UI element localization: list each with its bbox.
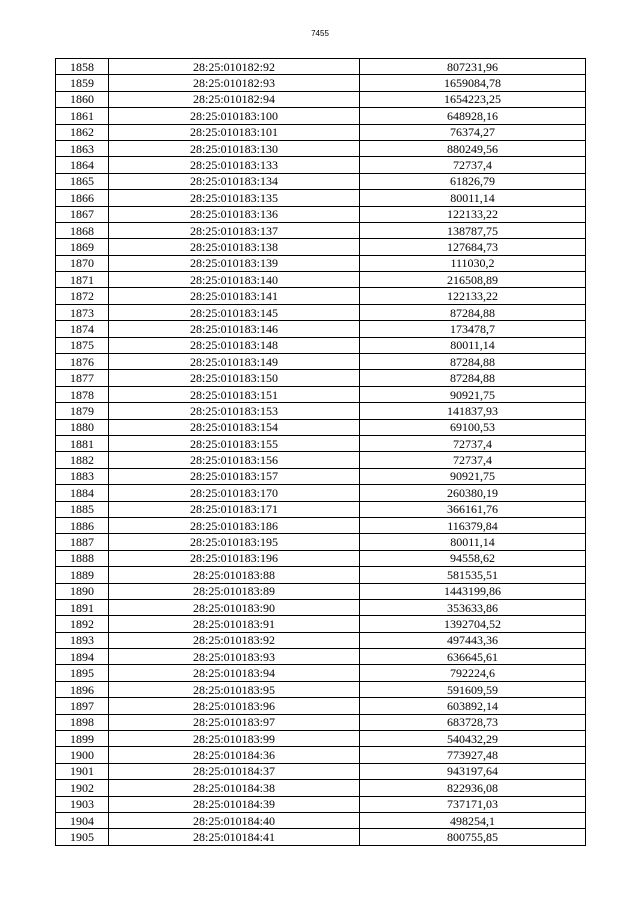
cadastral-number-cell: 28:25:010183:135 — [109, 190, 360, 206]
cadastral-number-cell: 28:25:010183:148 — [109, 337, 360, 353]
row-number-cell: 1883 — [56, 468, 109, 484]
value-cell: 497443,36 — [360, 632, 586, 648]
value-cell: 138787,75 — [360, 222, 586, 238]
table-row — [56, 747, 586, 763]
row-number-cell: 1905 — [56, 829, 109, 845]
cadastral-number-cell: 28:25:010183:94 — [109, 665, 360, 681]
value-cell: 683728,73 — [360, 714, 586, 730]
value-cell: 880249,56 — [360, 140, 586, 156]
cadastral-number-cell: 28:25:010183:136 — [109, 206, 360, 222]
table-row — [56, 517, 586, 533]
table-row — [56, 173, 586, 189]
cadastral-number-cell: 28:25:010183:195 — [109, 534, 360, 550]
row-number-cell: 1867 — [56, 206, 109, 222]
row-number-cell: 1894 — [56, 649, 109, 665]
table-row — [56, 599, 586, 615]
row-number-cell: 1882 — [56, 452, 109, 468]
cadastral-number-cell: 28:25:010182:94 — [109, 91, 360, 107]
value-cell: 141837,93 — [360, 403, 586, 419]
value-cell: 648928,16 — [360, 108, 586, 124]
cadastral-number-cell: 28:25:010183:150 — [109, 370, 360, 386]
row-number-cell: 1864 — [56, 157, 109, 173]
table-row — [56, 812, 586, 828]
row-number-cell: 1899 — [56, 731, 109, 747]
table-row — [56, 501, 586, 517]
table-row — [56, 304, 586, 320]
value-cell: 72737,4 — [360, 157, 586, 173]
value-cell: 216508,89 — [360, 272, 586, 288]
cadastral-number-cell: 28:25:010183:157 — [109, 468, 360, 484]
table-row — [56, 419, 586, 435]
cadastral-number-cell: 28:25:010183:139 — [109, 255, 360, 271]
cadastral-number-cell: 28:25:010184:38 — [109, 780, 360, 796]
cadastral-number-cell: 28:25:010183:90 — [109, 599, 360, 615]
table-row — [56, 386, 586, 402]
row-number-cell: 1898 — [56, 714, 109, 730]
value-cell: 822936,08 — [360, 780, 586, 796]
row-number-cell: 1903 — [56, 796, 109, 812]
cadastral-number-cell: 28:25:010183:91 — [109, 616, 360, 632]
table-row — [56, 124, 586, 140]
table-row — [56, 763, 586, 779]
cadastral-number-cell: 28:25:010183:145 — [109, 304, 360, 320]
cadastral-number-cell: 28:25:010183:170 — [109, 485, 360, 501]
cadastral-number-cell: 28:25:010183:140 — [109, 272, 360, 288]
cadastral-number-cell: 28:25:010182:93 — [109, 75, 360, 91]
cadastral-number-cell: 28:25:010183:196 — [109, 550, 360, 566]
value-cell: 173478,7 — [360, 321, 586, 337]
cadastral-number-cell: 28:25:010183:100 — [109, 108, 360, 124]
value-cell: 87284,88 — [360, 354, 586, 370]
row-number-cell: 1895 — [56, 665, 109, 681]
row-number-cell: 1876 — [56, 354, 109, 370]
cadastral-number-cell: 28:25:010183:99 — [109, 731, 360, 747]
row-number-cell: 1865 — [56, 173, 109, 189]
row-number-cell: 1896 — [56, 681, 109, 697]
row-number-cell: 1904 — [56, 812, 109, 828]
cadastral-number-cell: 28:25:010183:146 — [109, 321, 360, 337]
value-cell: 127684,73 — [360, 239, 586, 255]
table-row — [56, 583, 586, 599]
table-row — [56, 468, 586, 484]
cadastral-number-cell: 28:25:010183:89 — [109, 583, 360, 599]
value-cell: 90921,75 — [360, 386, 586, 402]
row-number-cell: 1902 — [56, 780, 109, 796]
cadastral-number-cell: 28:25:010183:141 — [109, 288, 360, 304]
value-cell: 61826,79 — [360, 173, 586, 189]
row-number-cell: 1869 — [56, 239, 109, 255]
table-row — [56, 780, 586, 796]
row-number-cell: 1859 — [56, 75, 109, 91]
table-row — [56, 632, 586, 648]
value-cell: 1659084,78 — [360, 75, 586, 91]
table-row — [56, 222, 586, 238]
table-row — [56, 649, 586, 665]
cadastral-number-cell: 28:25:010183:171 — [109, 501, 360, 517]
table-row — [56, 550, 586, 566]
table-row — [56, 435, 586, 451]
table-row — [56, 108, 586, 124]
table-row — [56, 59, 586, 75]
table-row — [56, 714, 586, 730]
row-number-cell: 1897 — [56, 698, 109, 714]
value-cell: 1443199,86 — [360, 583, 586, 599]
table-row — [56, 829, 586, 845]
value-cell: 90921,75 — [360, 468, 586, 484]
value-cell: 1654223,25 — [360, 91, 586, 107]
cadastral-number-cell: 28:25:010183:134 — [109, 173, 360, 189]
row-number-cell: 1873 — [56, 304, 109, 320]
table-row — [56, 485, 586, 501]
table-row — [56, 731, 586, 747]
table-row — [56, 206, 586, 222]
value-cell: 87284,88 — [360, 304, 586, 320]
value-cell: 581535,51 — [360, 567, 586, 583]
value-cell: 800755,85 — [360, 829, 586, 845]
table-row — [56, 370, 586, 386]
row-number-cell: 1900 — [56, 747, 109, 763]
row-number-cell: 1881 — [56, 435, 109, 451]
table-row — [56, 681, 586, 697]
row-number-cell: 1893 — [56, 632, 109, 648]
cadastral-number-cell: 28:25:010183:95 — [109, 681, 360, 697]
row-number-cell: 1870 — [56, 255, 109, 271]
table-row — [56, 157, 586, 173]
row-number-cell: 1868 — [56, 222, 109, 238]
value-cell: 122133,22 — [360, 288, 586, 304]
value-cell: 72737,4 — [360, 435, 586, 451]
value-cell: 122133,22 — [360, 206, 586, 222]
table-row — [56, 534, 586, 550]
row-number-cell: 1878 — [56, 386, 109, 402]
row-number-cell: 1892 — [56, 616, 109, 632]
table-body — [56, 59, 586, 846]
table-row — [56, 796, 586, 812]
value-cell: 540432,29 — [360, 731, 586, 747]
cadastral-number-cell: 28:25:010184:39 — [109, 796, 360, 812]
table-row — [56, 190, 586, 206]
row-number-cell: 1885 — [56, 501, 109, 517]
row-number-cell: 1874 — [56, 321, 109, 337]
row-number-cell: 1877 — [56, 370, 109, 386]
table-row — [56, 403, 586, 419]
cadastral-number-cell: 28:25:010183:133 — [109, 157, 360, 173]
value-cell: 87284,88 — [360, 370, 586, 386]
table-row — [56, 452, 586, 468]
table-row — [56, 665, 586, 681]
row-number-cell: 1879 — [56, 403, 109, 419]
row-number-cell: 1880 — [56, 419, 109, 435]
value-cell: 591609,59 — [360, 681, 586, 697]
value-cell: 80011,14 — [360, 190, 586, 206]
row-number-cell: 1862 — [56, 124, 109, 140]
row-number-cell: 1884 — [56, 485, 109, 501]
cadastral-number-cell: 28:25:010183:88 — [109, 567, 360, 583]
table-row — [56, 255, 586, 271]
row-number-cell: 1860 — [56, 91, 109, 107]
row-number-cell: 1887 — [56, 534, 109, 550]
cadastral-number-cell: 28:25:010183:156 — [109, 452, 360, 468]
table-row — [56, 321, 586, 337]
row-number-cell: 1886 — [56, 517, 109, 533]
cadastral-number-cell: 28:25:010184:36 — [109, 747, 360, 763]
table-row — [56, 288, 586, 304]
table-row — [56, 616, 586, 632]
table-row — [56, 272, 586, 288]
cadastral-number-cell: 28:25:010183:186 — [109, 517, 360, 533]
table-row — [56, 567, 586, 583]
cadastral-number-cell: 28:25:010184:40 — [109, 812, 360, 828]
value-cell: 1392704,52 — [360, 616, 586, 632]
row-number-cell: 1872 — [56, 288, 109, 304]
value-cell: 603892,14 — [360, 698, 586, 714]
table-row — [56, 337, 586, 353]
row-number-cell: 1863 — [56, 140, 109, 156]
cadastral-number-cell: 28:25:010183:92 — [109, 632, 360, 648]
value-cell: 72737,4 — [360, 452, 586, 468]
row-number-cell: 1858 — [56, 59, 109, 75]
value-cell: 792224,6 — [360, 665, 586, 681]
value-cell: 737171,03 — [360, 796, 586, 812]
cadastral-number-cell: 28:25:010183:138 — [109, 239, 360, 255]
row-number-cell: 1891 — [56, 599, 109, 615]
cadastral-number-cell: 28:25:010183:137 — [109, 222, 360, 238]
row-number-cell: 1861 — [56, 108, 109, 124]
cadastral-number-cell: 28:25:010184:41 — [109, 829, 360, 845]
cadastral-number-cell: 28:25:010183:149 — [109, 354, 360, 370]
table-row — [56, 140, 586, 156]
value-cell: 116379,84 — [360, 517, 586, 533]
page-number: 7455 — [311, 29, 329, 38]
value-cell: 76374,27 — [360, 124, 586, 140]
value-cell: 366161,76 — [360, 501, 586, 517]
cadastral-number-cell: 28:25:010182:92 — [109, 59, 360, 75]
row-number-cell: 1901 — [56, 763, 109, 779]
table-row — [56, 698, 586, 714]
value-cell: 69100,53 — [360, 419, 586, 435]
cadastral-number-cell: 28:25:010183:96 — [109, 698, 360, 714]
row-number-cell: 1875 — [56, 337, 109, 353]
row-number-cell: 1866 — [56, 190, 109, 206]
cadastral-number-cell: 28:25:010183:151 — [109, 386, 360, 402]
row-number-cell: 1888 — [56, 550, 109, 566]
cadastral-number-cell: 28:25:010183:130 — [109, 140, 360, 156]
value-cell: 353633,86 — [360, 599, 586, 615]
cadastral-number-cell: 28:25:010183:154 — [109, 419, 360, 435]
value-cell: 773927,48 — [360, 747, 586, 763]
cadastral-number-cell: 28:25:010183:93 — [109, 649, 360, 665]
cadastral-value-table — [55, 58, 586, 846]
row-number-cell: 1871 — [56, 272, 109, 288]
value-cell: 807231,96 — [360, 59, 586, 75]
table-row — [56, 75, 586, 91]
value-cell: 80011,14 — [360, 534, 586, 550]
row-number-cell: 1889 — [56, 567, 109, 583]
value-cell: 111030,2 — [360, 255, 586, 271]
value-cell: 498254,1 — [360, 812, 586, 828]
cadastral-number-cell: 28:25:010184:37 — [109, 763, 360, 779]
value-cell: 636645,61 — [360, 649, 586, 665]
cadastral-number-cell: 28:25:010183:101 — [109, 124, 360, 140]
value-cell: 80011,14 — [360, 337, 586, 353]
value-cell: 94558,62 — [360, 550, 586, 566]
table-row — [56, 91, 586, 107]
value-cell: 260380,19 — [360, 485, 586, 501]
value-cell: 943197,64 — [360, 763, 586, 779]
row-number-cell: 1890 — [56, 583, 109, 599]
table-row — [56, 239, 586, 255]
table-row — [56, 354, 586, 370]
cadastral-number-cell: 28:25:010183:153 — [109, 403, 360, 419]
cadastral-number-cell: 28:25:010183:155 — [109, 435, 360, 451]
cadastral-number-cell: 28:25:010183:97 — [109, 714, 360, 730]
